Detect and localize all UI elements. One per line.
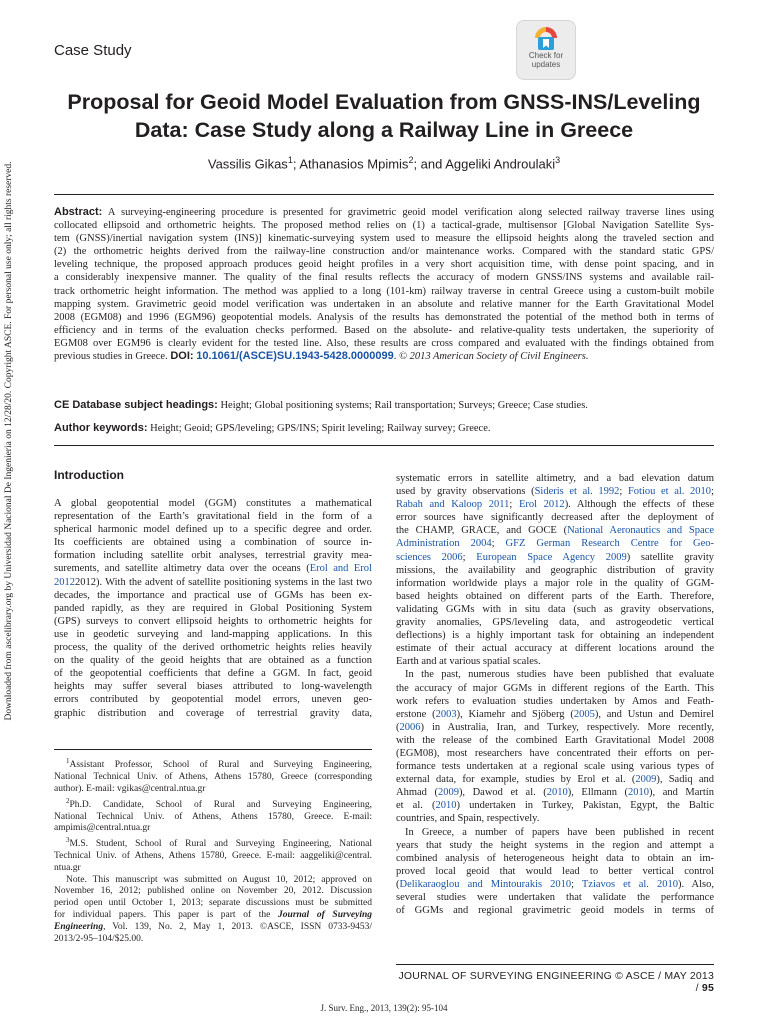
body-line: panded rapidly, as they are required in Global Positioning System — [54, 602, 372, 614]
body-line: ), Sadiq and — [656, 774, 714, 786]
body-line: ) undertaken in Turkey, Pakistan, Egypt, the Baltic — [456, 800, 714, 812]
footnotes — [54, 756, 372, 945]
abstract-line: A surveying-engineering procedure is presented for gravimetric geoid model verification along selected railway traverse lines using — [107, 207, 714, 218]
journal-footer-text: JOURNAL OF SURVEYING ENGINEERING © ASCE / MAY 2013 / — [398, 970, 714, 994]
journal-name: Engineering — [54, 921, 104, 932]
body-line: deflections) is a highly important task for obtaining an independent — [396, 630, 714, 642]
author-1: Vassilis Gikas — [207, 156, 288, 172]
body-line: ), Kiamehr and Sjöberg ( — [456, 708, 574, 720]
footnote-line: M.S. Student, School of Rural and Surveying Engineering, National — [69, 839, 372, 850]
citation-link[interactable]: 2010 — [628, 787, 650, 799]
body-line: proved local geoid that would lead to better vertical control — [396, 865, 714, 877]
body-line: ) in Australia, Iran, and Turkey, respectively. More recently, — [420, 721, 714, 733]
body-line: ), and Ustun and Demirel — [594, 708, 714, 720]
footnote-line: 2013/2-95–104/$25.00. — [54, 933, 144, 944]
body-line: surements, and satellite altimetry data over the oceans ( — [54, 563, 310, 575]
author-keywords-label: Author keywords: — [54, 422, 148, 434]
body-line: formance tests undertaken at a regional scale using various types of — [396, 761, 714, 773]
download-notice-text: Downloaded from ascelibrary.org by Universidad Nacional De Ingenieria on 12/28/20. Copyright ASCE. For personal use only; all rights reserved. — [4, 161, 14, 721]
copyright-notice: © 2013 American Society of Civil Engineers. — [398, 351, 589, 363]
download-notice — [1, 161, 17, 721]
author-2-mark: 2 — [408, 155, 414, 165]
ce-headings-label: CE Database subject headings: — [54, 399, 218, 411]
abstract-line: tem (GNSS)/inertial navigation system (INS)] kinematic-surveying system used to measure the ellipsoid heights along the traveled section and — [54, 233, 714, 245]
footnote-mark: 3 — [66, 836, 70, 845]
citation-link[interactable]: 2005 — [573, 708, 595, 720]
body-line: information worldwide plays a major role in the quality of GGM- — [396, 577, 714, 589]
body-line: countries, and Spain, respectively. — [396, 813, 540, 825]
body-line: use in geodetic surveying and land-mapping applications. In this — [54, 628, 372, 640]
body-line: ), and Martín — [649, 787, 714, 799]
body-line: combined analysis of heterogeneous height data to obtain an im- — [396, 852, 714, 864]
check-for-updates-badge[interactable] — [516, 20, 576, 80]
author-list — [0, 155, 768, 171]
body-line: ), Dawod et al. ( — [458, 787, 547, 799]
body-line: error sources have significantly decreased after the deployment of — [396, 512, 714, 524]
abstract: Abstract: A surveying-engineering procedure is presented for gravimetric geoid model verification along selected railway traverse lines using collocated ellipsoid and orthometric heights. The proposed method relies on (1) a tactical-grade, multisensor [Global Navigation Satellite Sys- tem (GNSS)/inertial navigation system (INS)] kinematic-surveying system used to measure the ellipsoid heights along the traveled section and (2) the orthometric heights derived from the railway-line construction and/or maintenance works. Compared with the standard static GPS/ leveling technique, the proposed approach produces geoid height profiles in a very short acquisition time, with dense point spacing, and in a considerably inexpensive manner. The quality of the final results reflects the accuracy of modern GNSS/INS systems and available rail- track orthometric height information. The method was applied to a long (101-km) railway traverse in central Greece using a custom-built mobile mapping system. Gravimetric geoid model verification was undertaken in an absolute and relative manner for the Earth Gravitational Model 2008 (EGM08) and 1996 (EGM96) geopotential models. Analysis of the results has demonstrated the potential of the method both in terms of efficiency and in terms of the evaluation checks performed. Based on the absolute- and relative-quality tests undertaken, the superiority of EGM08 over EGM96 is clearly evident for the tested line. Also, these results are cross compared and evaluated with the findings obtained from previous studies in Greece. DOI: 10.1061/(ASCE)SU.1943-5428.0000099. © 2013 American Society of Civil Engineers. — [54, 206, 714, 363]
badge-text-line1: Check for — [528, 51, 564, 60]
body-line: on the quality of the geoid heights that are obtained as a function — [54, 655, 372, 667]
body-line: ). Although the effects of these — [564, 499, 714, 511]
footer-rule — [396, 964, 714, 965]
citation-link[interactable]: Tziavos et al. 2010 — [581, 878, 678, 890]
page-number: 95 — [701, 982, 714, 994]
body-line: ). Also, — [677, 878, 714, 890]
footnote-line: ntua.gr — [54, 862, 81, 873]
footnote-line: National Technical Univ. of Athens, Athens 15780, Greece. E-mail: — [54, 811, 372, 822]
body-line: 2012). With the advent of satellite positioning systems in the last two — [75, 576, 372, 588]
body-line: with the release of the combined Earth Gravitational Model 2008 — [396, 734, 714, 746]
body-line: spherical harmonic model defined up to a specific degree and order. — [54, 524, 372, 536]
article-type-label: Case Study — [54, 42, 132, 59]
body-line: work refers to evaluation studies undertaken by Amos and Feath- — [396, 695, 714, 707]
citation-link[interactable]: 2003 — [435, 708, 457, 720]
body-line: erstone ( — [396, 708, 436, 720]
body-line: et al. ( — [396, 800, 436, 812]
body-line: ) satellite gravity — [626, 551, 714, 563]
author-3: ; and Aggeliki Androulaki — [413, 156, 556, 172]
author-3-mark: 3 — [555, 155, 561, 165]
body-line: heights may suffer several biases attributed to long-wavelength — [54, 681, 372, 693]
citation-link[interactable]: Erol and Erol — [309, 563, 372, 575]
abstract-line: track orthometric height information. The method was applied to a long (101-km) railway traverse in central Greece using a custom-built mobile — [54, 285, 714, 297]
body-line: based heights obtained on different parts of the Earth. Therefore, — [396, 590, 714, 602]
author-2: ; Athanasios Mpimis — [292, 156, 409, 172]
abstract-line: mapping system. Gravimetric geoid model verification was undertaken in an absolute and relative manner for the Earth Gravitational Model — [54, 298, 714, 310]
abstract-line: collocated ellipsoid and orthometric heights. The proposed method relies on (1) a tactical-grade, multisensor [Global Navigation Satellite Sys- — [54, 220, 714, 232]
body-line: (EGM08), most researchers have concentrated their efforts on per- — [396, 747, 714, 759]
citation-link[interactable]: European Space Agency 2009 — [476, 551, 627, 563]
citation-link[interactable]: Erol 2012 — [518, 499, 565, 511]
body-line: Ahmad ( — [396, 787, 438, 799]
paper-title — [30, 88, 738, 144]
body-line: Earth and at various spatial scales. — [396, 656, 541, 668]
footnote-line: author). E-mail: vgikas@central.ntua.gr — [54, 783, 206, 794]
abstract-line: efficiency and in terms of the evaluation checks performed. Based on the absolute- and relative-quality tests undertaken, the superiority of — [54, 324, 714, 336]
body-line: errors contributed by geopotential model errors, uneven geo- — [54, 694, 372, 706]
footnote-line: National Technical Univ. of Athens, Athens 15780, Greece (corresponding — [54, 771, 372, 782]
body-line: decades, the importance and practical use of GGMs has been ex- — [54, 589, 372, 601]
citation-link[interactable]: Sideris et al. 1992 — [534, 486, 620, 498]
badge-text-line2: updates — [531, 60, 561, 69]
citation-link[interactable]: National Aeronautics and Space — [567, 525, 714, 537]
body-line: of GGMs and regional gravimetric geoid models in terms of — [396, 905, 714, 917]
body-line: external data, for example, studies by Erol et al. ( — [396, 774, 636, 786]
citation-link[interactable]: 2009 — [635, 774, 657, 786]
body-line: ), Ellmann ( — [567, 787, 629, 799]
footnote-line: Note. This manuscript was submitted on August 10, 2012; approved on — [66, 874, 372, 885]
body-line: validating GGMs with in situ data (such as gravity observations, — [396, 603, 714, 615]
abstract-line: previous studies in Greece. — [54, 351, 168, 363]
body-line: representation of the Earth’s gravitational field in the form of a — [54, 511, 372, 523]
abstract-label: Abstract: — [54, 206, 103, 218]
body-line: several studies were undertaken that validate the performance — [396, 892, 714, 903]
abstract-top-rule — [54, 194, 714, 195]
author-keywords-text: Height; Geoid; GPS/leveling; GPS/INS; Spirit leveling; Railway survey; Greece. — [150, 423, 491, 434]
body-line: Its coefficients are obtained using a combination of source in- — [54, 537, 372, 549]
abstract-bottom-rule — [54, 445, 714, 446]
citation-link[interactable]: Delikaraoglou and Mintourakis 2010 — [399, 878, 572, 890]
title-line-2: Data: Case Study along a Railway Line in Greece — [134, 118, 634, 142]
citation-link[interactable]: 2010 — [546, 787, 568, 799]
journal-name: Journal of Surveying — [278, 910, 372, 921]
section-heading-introduction: Introduction — [54, 468, 124, 482]
title-line-1: Proposal for Geoid Model Evaluation from GNSS-INS/Leveling — [67, 90, 701, 114]
citation-link[interactable]: 2012 — [54, 576, 75, 588]
citation-link[interactable]: 2010 — [435, 800, 457, 812]
citation-link[interactable]: Administration 2004 — [396, 538, 492, 550]
paren: ( — [396, 878, 400, 890]
footnote-line: Technical Univ. of Athens, Athens 15780, Greece. E-mail: aaggeliki@central. — [54, 851, 372, 862]
abstract-line: a considerably inexpensive manner. The quality of the final results reflects the accuracy of modern GNSS/INS systems and available rail- — [54, 272, 714, 284]
ce-subject-headings — [54, 399, 714, 411]
body-line: process, the quality of the derived orthometric heights relies heavily — [54, 642, 372, 654]
body-line: formation including satellite orbit analyses, terrestrial gravity mea- — [54, 550, 372, 562]
introduction-body — [54, 497, 372, 720]
right-column-body: systematic errors in satellite altimetry, and a bad elevation datum used by gravity observations (Sideris et al. 1992; Fotiou et al. 2010; Rabah and Kaloop 2011; Erol 2012). Although the effects of these error sources have significantly decreased after the deployment of the CHAMP, GRACE, and GOCE (National Aeronautics and Space Administration 2004; GFZ German Research Centre for Geo- sciences 2006; European Space Agency 2009) satellite gravity missions, the availability and geographic distribution of gravity information worldwide plays a major role in the quality of GGM- based heights obtained on different parts of the Earth. Therefore, validating GGMs with in situ data (such as gravity observations, gravity anomalies, GPS/leveling data, and astrogeodetic vertical deflections) is a highly important task for obtaining an independent estimate of their actual accuracy at different locations around the Earth and at various spatial scales. In the past, numerous studies have been published that evaluate the accuracy of major GGMs in different regions of the Earth. This work refers to evaluation studies undertaken by Amos and Feath- erstone (2003), Kiamehr and Sjöberg (2005), and Ustun and Demirel (2006) in Australia, Iran, and Turkey, respectively. More recently, with the release of the combined Earth Gravitational Model 2008 (EGM08), most researchers have concentrated their efforts on per- formance tests undertaken at a regional scale using various types of external data, for example, studies by Erol et al. (2009), Sadiq and Ahmad (2009), Dawod et al. (2010), Ellmann (2010), and Martín et al. (2010) undertaken in Turkey, Pakistan, Egypt, the Baltic countries, and Spain, respectively. In Greece, a number of papers have been published in recent years that study the height systems in the region and attempt a combined analysis of heterogeneous height data to obtain an im- proved local geoid that would lead to better vertical control (Delikaraoglou and Mintourakis 2010; Tziavos et al. 2010). Also, several studies were undertaken that validate the performance of GGMs and regional gravimetric geoid models in terms of — [396, 473, 714, 917]
body-line: the CHAMP, GRACE, and GOCE ( — [396, 525, 568, 537]
citation-link[interactable]: Rabah and Kaloop 2011 — [396, 499, 510, 511]
citation-link[interactable]: 2009 — [437, 787, 459, 799]
footnote-line: , Vol. 139, No. 2, May 1, 2013. ©ASCE, ISSN 0733-9453/ — [103, 921, 372, 932]
body-line: used by gravity observations ( — [396, 486, 535, 498]
body-line: estimate of their actual accuracy at different locations around the — [396, 643, 714, 655]
body-line: missions, the availability and geographic distribution of gravity — [396, 564, 714, 576]
body-line: A global geopotential model (GGM) constitutes a mathematical — [54, 498, 372, 509]
body-line: gravity anomalies, GPS/leveling data, and astrogeodetic vertical — [396, 617, 714, 629]
body-line: graphic distribution and coverage of terrestrial gravity data, — [54, 707, 372, 719]
body-line: of the geopotential coefficients that define a GGM. In fact, geoid — [54, 668, 372, 680]
author-keywords — [54, 422, 714, 434]
check-for-updates-icon — [534, 26, 558, 50]
doi-label: DOI: — [170, 350, 194, 363]
body-line: the accuracy of major GGMs in different regions of the Earth. This — [396, 682, 714, 694]
footnote-line: ampimis@central.ntua.gr — [54, 823, 151, 834]
footnote-line: Ph.D. Candidate, School of Rural and Surveying Engineering, — [69, 799, 372, 810]
doi-link[interactable]: 10.1061/(ASCE)SU.1943-5428.0000099 — [196, 350, 394, 363]
footnote-line: Assistant Professor, School of Rural and Surveying Engineering, — [69, 760, 372, 771]
footnote-mark: 2 — [66, 796, 70, 805]
abstract-line: leveling technique, the proposed approach produces geoid height profiles in a very short acquisition time, with dense point spacing, and in — [54, 259, 714, 271]
footnote-mark: 1 — [66, 757, 70, 765]
separator: ; — [509, 499, 519, 511]
body-line: (GPS) surveys to convert ellipsoid heights to orthometric heights for — [54, 615, 372, 627]
body-line: years that study the height systems in the region and attempt a — [396, 839, 714, 851]
citation-link[interactable]: sciences 2006 — [396, 551, 463, 563]
footnote-line: for individual papers. This paper is part of the — [54, 910, 279, 921]
citation-link[interactable]: Fotiou et al. 2010 — [627, 486, 712, 498]
abstract-line: (2) the orthometric heights derived from the railway-line construction and/or maintenance works. Compared with the standard static GPS/ — [54, 246, 714, 258]
citation-link[interactable]: GFZ German Research Centre for Geo- — [505, 538, 714, 550]
abstract-line: EGM08 over EGM96 is clearly evident for the tested line. Also, these results are cross compared and evaluated with the findings obtained from — [54, 337, 714, 349]
ce-headings-text: Height; Global positioning systems; Rail transportation; Surveys; Greece; Case studies. — [220, 400, 588, 411]
journal-footer — [396, 970, 714, 994]
footnote-rule — [54, 749, 372, 750]
body-line: systematic errors in satellite altimetry, and a bad elevation datum — [396, 473, 714, 484]
footnote-line: November 16, 2012; published online on November 20, 2012. Discussion — [54, 886, 372, 897]
citation-link[interactable]: 2006 — [399, 721, 421, 733]
separator: ; — [571, 878, 582, 890]
author-1-mark: 1 — [287, 155, 293, 165]
body-line: In Greece, a number of papers have been published in recent — [405, 826, 714, 838]
citation-footer: J. Surv. Eng., 2013, 139(2): 95-104 — [320, 1003, 448, 1013]
footnote-line: period open until October 1, 2013; separate discussions must be submitted — [54, 898, 372, 909]
abstract-line: 2008 (EGM08) and 1996 (EGM96) geopotential models. Analysis of the results has demonstrated the potential of the method both in terms of — [54, 311, 714, 323]
body-line: In the past, numerous studies have been published that evaluate — [405, 669, 714, 681]
